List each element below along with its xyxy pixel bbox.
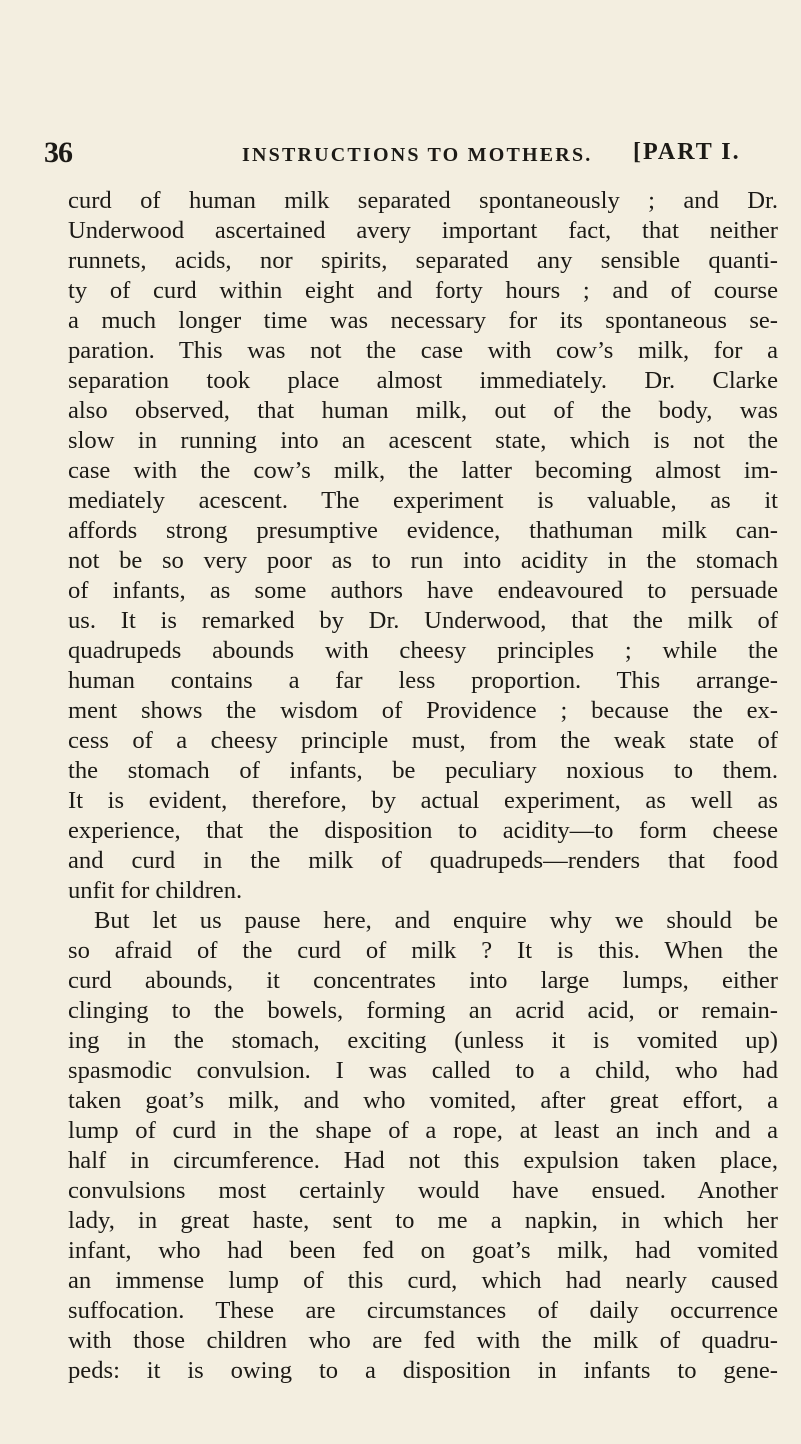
text-line: Underwood ascertained avery important fact, that neither: [68, 217, 778, 244]
text-line: lump of curd in the shape of a rope, at least an inch and a: [68, 1117, 778, 1144]
text-line: runnets, acids, nor spirits, separated any sensible quanti-: [68, 247, 778, 274]
text-line: taken goat’s milk, and who vomited, after great effort, a: [68, 1087, 778, 1114]
text-line: quadrupeds abounds with cheesy principles ; while the: [68, 637, 778, 664]
text-line: mediately acescent. The experiment is valuable, as it: [68, 487, 778, 514]
running-title: INSTRUCTIONS TO MOTHERS.: [242, 144, 593, 166]
text-line: clinging to the bowels, forming an acrid acid, or remain-: [68, 997, 778, 1024]
text-line: of infants, as some authors have endeavoured to persuade: [68, 577, 778, 604]
text-line: experience, that the disposition to acidity—to form cheese: [68, 817, 778, 844]
text-line: human contains a far less proportion. This arrange-: [68, 667, 778, 694]
text-line: ty of curd within eight and forty hours ; and of course: [68, 277, 778, 304]
text-line: and curd in the milk of quadrupeds—renders that food: [68, 847, 778, 874]
text-line: with those children who are fed with the milk of quadru-: [68, 1327, 778, 1354]
text-line: curd abounds, it concentrates into large lumps, either: [68, 967, 778, 994]
text-line: us. It is remarked by Dr. Underwood, that the milk of: [68, 607, 778, 634]
text-line: case with the cow’s milk, the latter becoming almost im-: [68, 457, 778, 484]
text-line-paragraph-start: But let us pause here, and enquire why we should be: [94, 907, 778, 934]
body-text: [68, 186, 778, 1386]
text-line: spasmodic convulsion. I was called to a child, who had: [68, 1057, 778, 1084]
text-line: infant, who had been fed on goat’s milk, had vomited: [68, 1237, 778, 1264]
text-line: lady, in great haste, sent to me a napkin, in which her: [68, 1207, 778, 1234]
text-line: cess of a cheesy principle must, from the weak state of: [68, 727, 778, 754]
text-line: the stomach of infants, be peculiary noxious to them.: [68, 757, 778, 784]
text-line: affords strong presumptive evidence, thathuman milk can-: [68, 517, 778, 544]
text-line: suffocation. These are circumstances of daily occurrence: [68, 1297, 778, 1324]
text-line: paration. This was not the case with cow’s milk, for a: [68, 337, 778, 364]
page-header: [44, 136, 768, 176]
text-line: an immense lump of this curd, which had nearly caused: [68, 1267, 778, 1294]
text-line: a much longer time was necessary for its spontaneous se-: [68, 307, 778, 334]
text-line: not be so very poor as to run into acidity in the stomach: [68, 547, 778, 574]
text-line: slow in running into an acescent state, which is not the: [68, 427, 778, 454]
text-line: also observed, that human milk, out of the body, was: [68, 397, 778, 424]
text-line: ing in the stomach, exciting (unless it is vomited up): [68, 1027, 778, 1054]
text-line-paragraph-end: unfit for children.: [68, 877, 243, 904]
part-label: [PART I.: [633, 139, 741, 165]
text-line: half in circumference. Had not this expulsion taken place,: [68, 1147, 778, 1174]
text-line: It is evident, therefore, by actual experiment, as well as: [68, 787, 778, 814]
text-line: ment shows the wisdom of Providence ; because the ex-: [68, 697, 778, 724]
text-line: peds: it is owing to a disposition in infants to gene-: [68, 1357, 778, 1384]
text-line: separation took place almost immediately. Dr. Clarke: [68, 367, 778, 394]
text-line: convulsions most certainly would have ensued. Another: [68, 1177, 778, 1204]
text-line: curd of human milk separated spontaneously ; and Dr.: [68, 187, 778, 214]
text-line: so afraid of the curd of milk ? It is this. When the: [68, 937, 778, 964]
page-number: 36: [44, 136, 72, 169]
